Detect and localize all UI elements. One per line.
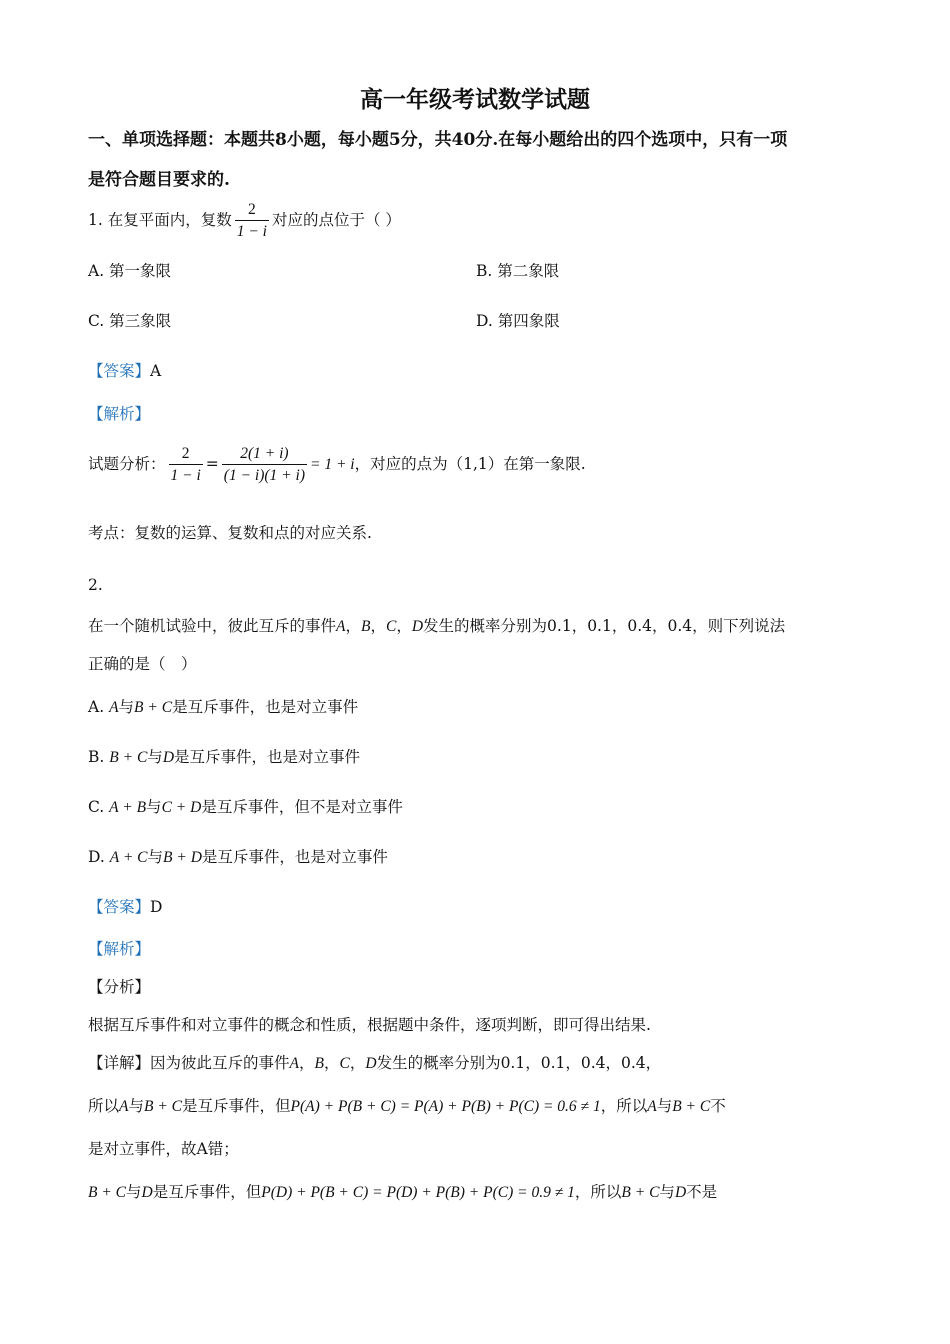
q2-analysis-tag: 【解析】	[88, 940, 151, 958]
q1-option-a: A. 第一象限	[88, 262, 172, 280]
analysis-tail: ，对应的点为（1,1）在第一象限.	[354, 454, 586, 473]
section-heading-line2: 是符合题目要求的.	[88, 170, 230, 190]
q1-suffix: 对应的点位于（ ）	[272, 210, 401, 229]
q2-fenxi-tag: 【分析】	[88, 978, 151, 996]
analysis-eq-1: =	[205, 454, 219, 473]
q2-stem-line2: 正确的是（ ）	[88, 655, 197, 673]
q2-option-d: D. A + C与B + D是互斥事件，也是对立事件	[88, 848, 388, 866]
analysis-fraction-2: $\frac{2(1 + i)}{(1 - i)(1 + i)}$	[223, 445, 305, 485]
page-title: 高一年级考试数学试题	[360, 86, 590, 113]
q1-kaodian: 考点：复数的运算、复数和点的对应关系.	[88, 524, 372, 542]
q2-option-a: A. A与B + C是互斥事件，也是对立事件	[88, 698, 359, 716]
q1-analysis	[88, 444, 586, 486]
q2-option-c: C. A + B与C + D是互斥事件，但不是对立事件	[88, 798, 403, 816]
q2-fenxi: 根据互斥事件和对立事件的概念和性质，根据题中条件，逐项判断，即可得出结果.	[88, 1016, 651, 1034]
section-heading-line1: 一、单项选择题：本题共8小题，每小题5分，共40分.在每小题给出的四个选项中，只有一项	[88, 130, 788, 150]
answer-value: A	[150, 362, 162, 380]
q2-detail-line3: 是对立事件，故A错；	[88, 1140, 239, 1158]
q1-option-b: B. 第二象限	[476, 262, 560, 280]
q2-detail-line2: 所以A与B + C是互斥事件，但P(A) + P(B + C) = P(A) + P(B) + P(C) = 0.6 ≠ 1，所以A与B + C不	[88, 1097, 726, 1115]
q2-option-b: B. B + C与D是互斥事件，也是对立事件	[88, 748, 361, 766]
q1-stem	[88, 200, 401, 242]
analysis-fraction-1: $\frac{2}{1 - i}$	[170, 445, 201, 485]
answer-tag: 【答案】	[88, 362, 151, 380]
q1-option-d: D. 第四象限	[476, 312, 560, 330]
q1-fraction: $\frac{2}{1 - i}$	[236, 201, 267, 241]
q1-prefix: 1. 在复平面内，复数	[88, 210, 232, 229]
q1-analysis-tag: 【解析】	[88, 405, 151, 423]
q2-detail-line1: 【详解】因为彼此互斥的事件A，B，C，D发生的概率分别为0.1，0.1，0.4，0.4，	[88, 1054, 662, 1072]
analysis-label: 试题分析：	[88, 454, 166, 473]
q2-stem-line1: 在一个随机试验中，彼此互斥的事件A，B，C，D发生的概率分别为0.1，0.1，0.4，0.4，则下列说法	[88, 617, 786, 635]
analysis-eq-2: = 1 + i	[309, 455, 355, 473]
q1-answer	[88, 362, 161, 381]
q2-number: 2.	[88, 576, 103, 594]
q2-detail-line4: B + C与D是互斥事件，但P(D) + P(B + C) = P(D) + P(B) + P(C) = 0.9 ≠ 1，所以B + C与D不是	[88, 1183, 718, 1201]
q2-answer: 【答案】D	[88, 898, 163, 916]
q1-option-c: C. 第三象限	[88, 312, 172, 330]
